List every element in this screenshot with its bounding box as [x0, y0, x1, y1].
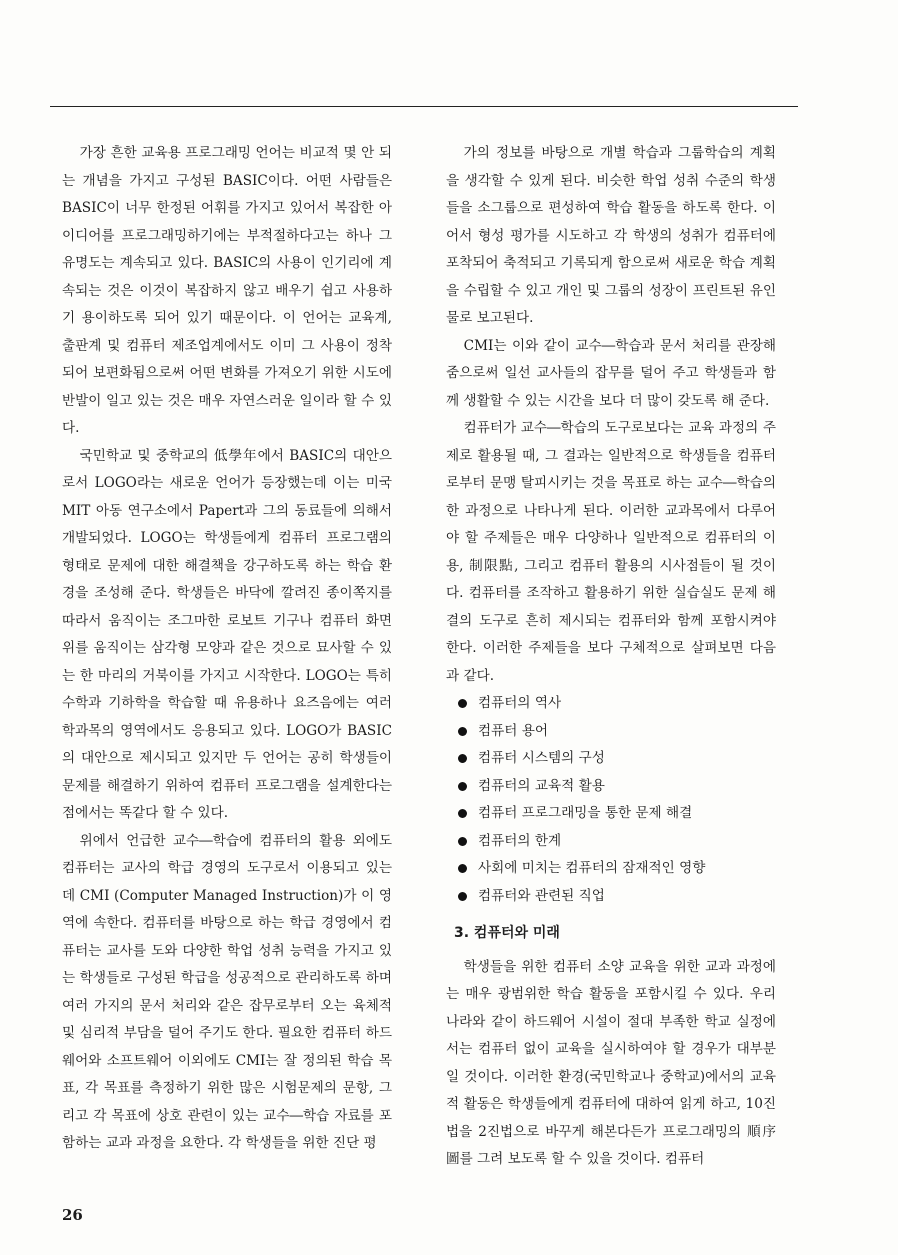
list-item-label: 컴퓨터 프로그래밍을 통한 문제 해결 [478, 805, 693, 821]
paragraph: CMI는 이와 같이 교수―학습과 문서 처리를 관장해 줌으로써 일선 교사들의 잡무를 덜어 주고 학생들과 함께 생활할 수 있는 시간을 보다 더 많이 갖도록 해 준다. [446, 337, 776, 409]
bullet-icon [458, 782, 467, 791]
list-item [456, 690, 776, 718]
header-rule [50, 106, 798, 107]
paragraph: 학생들을 위한 컴퓨터 소양 교육을 위한 교과 과정에는 매우 광범위한 학습 활동을 포함시킬 수 있다. 우리 나라와 같이 하드웨어 시설이 절대 부족한 학교 실정에서는 컴퓨터 없이 교육을 실시하여야 할 경우가 대부분일 것이다. 이러한 환경(국민학교나 중학교)에서의 교육적 활동은 학생들에게 컴퓨터에 대하여 읽게 하고, 10진법을 2진법으로 바꾸게 해본다든가 프로그래밍의 順序圖를 그려 보도록 할 수 있을 것이다. 컴퓨터 [446, 958, 776, 1167]
topic-list [446, 690, 776, 910]
list-item-label: 컴퓨터 용어 [478, 722, 548, 739]
bullet-icon [458, 809, 467, 818]
bullet-icon [458, 727, 467, 736]
paragraph: 가의 정보를 바탕으로 개별 학습과 그룹학습의 계획을 생각할 수 있게 된다. 비슷한 학업 성취 수준의 학생들을 소그룹으로 편성하여 학습 활동을 하도록 한다. 이어서 형성 평가를 시도하고 각 학생의 성취가 컴퓨터에 포착되어 축적되고 기록되게 함으로써 새로운 학습 계획을 수립할 수 있고 개인 및 그룹의 성장이 프린트된 유인물로 보고된다. [446, 145, 776, 326]
list-item [456, 883, 776, 911]
page-number: 26 [62, 1206, 83, 1224]
list-item-label: 컴퓨터 시스템의 구성 [478, 750, 605, 766]
list-item-label: 컴퓨터의 역사 [478, 695, 562, 711]
list-item-label: 컴퓨터의 한계 [478, 832, 562, 849]
paragraph: 컴퓨터가 교수―학습의 도구로보다는 교육 과정의 주제로 활용될 때, 그 결과는 일반적으로 학생들을 컴퓨터로부터 문맹 탈피시키는 것을 목표로 하는 교수―학습의 한 과정으로 나타나게 된다. 이러한 교과목에서 다루어야 할 주제들은 매우 다양하나 일반적으로 컴퓨터의 이용, 制限點, 그리고 컴퓨터 활용의 시사점들이 될 것이다. 컴퓨터를 조작하고 활용하기 위한 실습실도 문제 해결의 도구로 흔히 제시되는 컴퓨터와 함께 포함시켜야 한다. 이러한 주제들을 보다 구체적으로 살펴보면 다음과 같다. [446, 420, 776, 684]
list-item [456, 773, 776, 801]
right-column [446, 140, 776, 1174]
paragraph: 가장 흔한 교육용 프로그래밍 언어는 비교적 몇 안 되는 개념을 가지고 구성된 BASIC이다. 어떤 사람들은 BASIC이 너무 한정된 어휘를 가지고 있어서 복잡한 아이디어를 프로그래밍하기에는 부적절하다고는 하나 그 유명도는 계속되고 있다. BASIC의 사용이 인기리에 계속되는 것은 이것이 복잡하지 않고 배우기 쉽고 사용하기 용이하도록 되어 있기 때문이다. 이 언어는 교육계, 출판계 및 컴퓨터 제조업계에서도 이미 그 사용이 정착되어 보편화됨으로써 어떤 변화를 가져오기 위한 시도에 반발이 일고 있는 것은 매우 자연스러운 일이라 할 수 있다. [62, 145, 392, 436]
list-item-label: 사회에 미치는 컴퓨터의 잠재적인 영향 [478, 860, 706, 876]
section-heading: 3. 컴퓨터와 미래 [454, 925, 560, 941]
left-column [62, 140, 392, 1158]
bullet-icon [458, 864, 467, 873]
list-item-label: 컴퓨터와 관련된 직업 [478, 887, 605, 904]
list-item [456, 745, 776, 773]
paragraph: 위에서 언급한 교수―학습에 컴퓨터의 활용 외에도 컴퓨터는 교사의 학급 경영의 도구로서 이용되고 있는 데 CMI (Computer Managed Instruction)가 이 영역에 속한다. 컴퓨터를 바탕으로 하는 학급 경영에서 컴퓨터는 교사를 도와 다양한 학업 성취 능력을 가지고 있는 학생들로 구성된 학급을 성공적으로 관리하도록 하며 여러 가지의 문서 처리와 같은 잡무로부터 오는 육체적 및 심리적 부담을 덜어 주기도 한다. 필요한 컴퓨터 하드웨어와 소프트웨어 이외에도 CMI는 잘 정의된 학습 목표, 각 목표를 측정하기 위한 많은 시험문제의 문항, 그리고 각 목표에 상호 관련이 있는 교수―학습 자료를 포함하는 교과 과정을 요한다. 각 학생들을 위한 진단 평 [62, 832, 392, 1151]
bullet-icon [458, 837, 467, 846]
paragraph: 국민학교 및 중학교의 低學年에서 BASIC의 대안으로서 LOGO라는 새로운 언어가 등장했는데 이는 미국 MIT 아동 연구소에서 Papert과 그의 동료들에 의해서 개발되었다. LOGO는 학생들에게 컴퓨터 프로그램의 형태로 문제에 대한 해결책을 강구하도록 하는 학습 환경을 조성해 준다. 학생들은 바닥에 깔려진 종이쪽지를 따라서 움직이는 조그마한 로보트 기구나 컴퓨터 화면 위를 움직이는 삼각형 모양과 같은 것으로 묘사할 수 있는 한 마리의 거북이를 가지고 시작한다. LOGO는 특히 수학과 기하학을 학습할 때 유용하나 요즈음에는 여러 학과목의 영역에서도 응용되고 있다. LOGO가 BASIC의 대안으로 제시되고 있지만 두 언어는 공히 학생들이 문제를 해결하기 위하여 컴퓨터 프로그램을 설계한다는 점에서는 똑같다 할 수 있다. [62, 447, 392, 821]
bullet-icon [458, 699, 467, 708]
bullet-icon [458, 892, 467, 901]
list-item [456, 855, 776, 883]
list-item [456, 800, 776, 828]
list-item [456, 718, 776, 746]
bullet-icon [458, 754, 467, 763]
list-item-label: 컴퓨터의 교육적 활용 [478, 777, 605, 794]
list-item [456, 828, 776, 856]
